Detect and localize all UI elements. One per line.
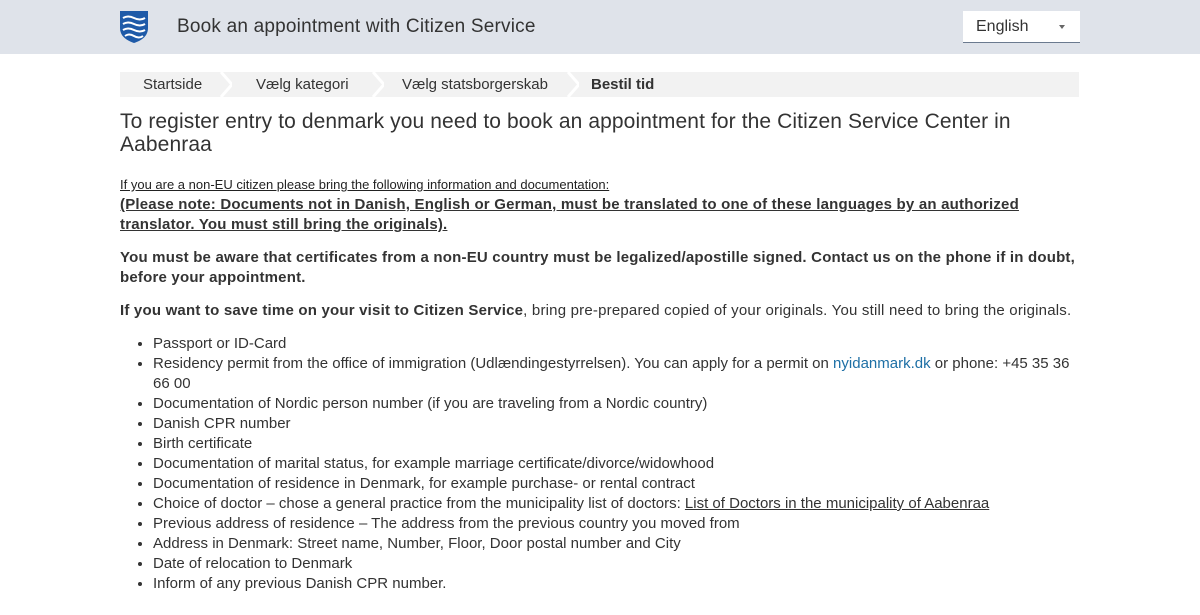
list-item-text: Birth certificate: [153, 435, 253, 452]
list-item-text: Inform of any previous Danish CPR number.: [153, 575, 447, 592]
list-item-text: Date of relocation to Denmark: [153, 555, 353, 572]
nyidanmark-link[interactable]: nyidanmark.dk: [833, 355, 931, 372]
coat-of-arms-icon[interactable]: [119, 10, 149, 44]
save-time-bold: If you want to save time on your visit to Citizen Service: [120, 302, 524, 319]
page-title: To register entry to denmark you need to book an appointment for the Citizen Service Center in Aabenraa: [120, 110, 1011, 156]
list-item-text: Danish CPR number: [153, 415, 291, 432]
save-time-rest: , bring pre-prepared copied of your originals. You still need to bring the originals.: [523, 302, 1072, 319]
list-item-text: Choice of doctor – chose a general practice from the municipality list of doctors:: [153, 495, 685, 512]
breadcrumb-startside[interactable]: Startside: [143, 76, 203, 93]
breadcrumb-vaelg-statsborgerskab[interactable]: Vælg statsborgerskab: [402, 76, 548, 93]
list-item-text: Address in Denmark: Street name, Number, Floor, Door postal number and City: [153, 535, 681, 552]
language-selected: English: [976, 18, 1029, 35]
non-eu-note-heading: If you are a non-EU citizen please bring the following information and documentation:: [120, 177, 610, 192]
list-item-text: Residency permit from the office of immigration (Udlændingestyrrelsen). You can apply for a permit on: [153, 355, 834, 372]
list-item: [153, 354, 1082, 394]
list-item-text: Previous address of residence – The address from the previous country you moved from: [153, 515, 740, 532]
language-select[interactable]: [963, 11, 1080, 43]
list-item: [153, 494, 1082, 514]
list-item: [153, 454, 1082, 474]
breadcrumb-separator-icon: [372, 72, 384, 97]
list-item: [153, 554, 1082, 574]
list-item: [153, 434, 1082, 454]
main-content: [120, 110, 1082, 594]
breadcrumb-vaelg-kategori[interactable]: Vælg kategori: [256, 76, 349, 93]
site-title: Book an appointment with Citizen Service: [177, 16, 536, 37]
list-item-text: Documentation of residence in Denmark, for example purchase- or rental contract: [153, 475, 695, 492]
save-time-paragraph: [120, 301, 1082, 321]
translation-note: (Please note: Documents not in Danish, English or German, must be translated to one of these languages by an authorized translator. You must still bring the originals).: [120, 196, 1019, 233]
list-item: [153, 514, 1082, 534]
list-item: [153, 474, 1082, 494]
breadcrumb-separator-icon: [220, 72, 232, 97]
list-item-text: or phone: +45 35 36 66 00: [153, 355, 1070, 392]
list-item-text: Documentation of Nordic person number (if you are traveling from a Nordic country): [153, 395, 708, 412]
list-item: [153, 534, 1082, 554]
legalization-warning: You must be aware that certificates from a non-EU country must be legalized/apostille signed. Contact us on the phone if in doubt, before your appointment.: [120, 249, 1075, 286]
list-item-text: Documentation of marital status, for example marriage certificate/divorce/widowhood: [153, 455, 715, 472]
breadcrumb-separator-icon: [567, 72, 579, 97]
breadcrumb-bestil-tid: Bestil tid: [591, 76, 655, 93]
documents-list: [120, 334, 1082, 594]
chevron-down-icon: [1059, 25, 1065, 29]
doctors-list-link[interactable]: List of Doctors in the municipality of Aabenraa: [684, 495, 990, 512]
breadcrumb: [120, 72, 1079, 97]
list-item: [153, 414, 1082, 434]
list-item-text: Passport or ID-Card: [153, 335, 287, 352]
list-item: [153, 334, 1082, 354]
list-item: [153, 574, 1082, 594]
top-bar: [0, 0, 1200, 54]
list-item: [153, 394, 1082, 414]
